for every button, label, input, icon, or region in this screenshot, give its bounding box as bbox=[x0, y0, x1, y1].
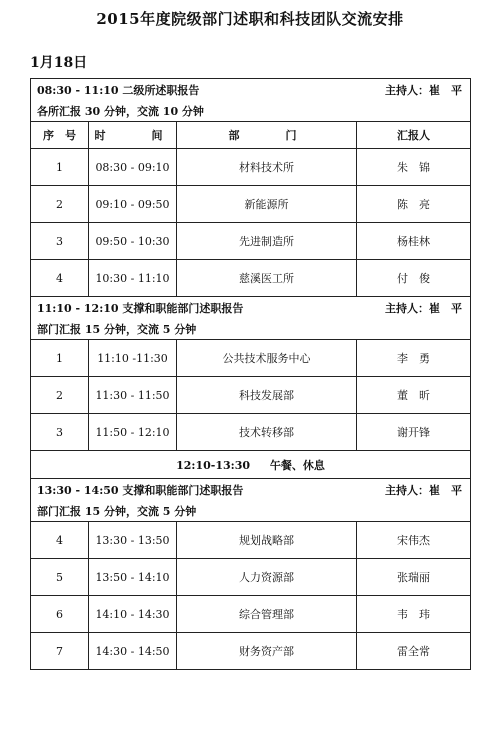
table-row bbox=[31, 633, 471, 670]
row-no: 3 bbox=[31, 414, 89, 451]
row-reporter: 付 俊 bbox=[357, 260, 471, 297]
lunch-label: 午餐、休息 bbox=[269, 458, 325, 472]
table-row bbox=[31, 186, 471, 223]
table-header-row bbox=[31, 122, 471, 149]
table-row bbox=[31, 340, 471, 377]
row-time: 11:50 - 12:10 bbox=[89, 414, 177, 451]
session-note: 部门汇报 15 分钟，交流 5 分钟 bbox=[37, 504, 197, 518]
row-time: 08:30 - 09:10 bbox=[89, 149, 177, 186]
row-time: 14:30 - 14:50 bbox=[89, 633, 177, 670]
row-no: 2 bbox=[31, 186, 89, 223]
header-dept: 部 门 bbox=[177, 122, 357, 149]
row-time: 14:10 - 14:30 bbox=[89, 596, 177, 633]
row-dept: 科技发展部 bbox=[177, 377, 357, 414]
table-row bbox=[31, 149, 471, 186]
row-no: 6 bbox=[31, 596, 89, 633]
row-reporter: 张瑞丽 bbox=[357, 559, 471, 596]
session-note: 各所汇报 30 分钟，交流 10 分钟 bbox=[37, 104, 204, 118]
row-no: 4 bbox=[31, 522, 89, 559]
header-time: 时 间 bbox=[89, 122, 177, 149]
row-no: 5 bbox=[31, 559, 89, 596]
session-header bbox=[31, 79, 471, 101]
row-reporter: 董 昕 bbox=[357, 377, 471, 414]
lunch-row bbox=[31, 451, 471, 479]
row-time: 11:10 -11:30 bbox=[89, 340, 177, 377]
schedule-table bbox=[30, 78, 471, 670]
row-reporter: 李 勇 bbox=[357, 340, 471, 377]
table-row bbox=[31, 377, 471, 414]
session-heading: 13:30 - 14:50 支撑和职能部门述职报告 bbox=[37, 483, 244, 497]
row-time: 09:50 - 10:30 bbox=[89, 223, 177, 260]
row-dept: 人力资源部 bbox=[177, 559, 357, 596]
session-host: 主持人：崔 平 bbox=[385, 301, 463, 315]
row-reporter: 杨桂林 bbox=[357, 223, 471, 260]
row-dept: 综合管理部 bbox=[177, 596, 357, 633]
session-header bbox=[31, 479, 471, 501]
schedule-date: 1月18日 bbox=[30, 55, 88, 71]
row-reporter: 宋伟杰 bbox=[357, 522, 471, 559]
session-heading: 11:10 - 12:10 支撑和职能部门述职报告 bbox=[37, 301, 244, 315]
row-no: 1 bbox=[31, 340, 89, 377]
row-time: 13:50 - 14:10 bbox=[89, 559, 177, 596]
table-row bbox=[31, 596, 471, 633]
document-title: 2015年度院级部门述职和科技团队交流安排 bbox=[96, 10, 404, 28]
row-time: 10:30 - 11:10 bbox=[89, 260, 177, 297]
lunch-time: 12:10-13:30 bbox=[176, 458, 251, 472]
row-dept: 材料技术所 bbox=[177, 149, 357, 186]
table-row bbox=[31, 559, 471, 596]
row-reporter: 韦 玮 bbox=[357, 596, 471, 633]
session-heading: 08:30 - 11:10 二级所述职报告 bbox=[37, 83, 200, 97]
session-note-row bbox=[31, 100, 471, 122]
row-reporter: 雷全常 bbox=[357, 633, 471, 670]
row-time: 13:30 - 13:50 bbox=[89, 522, 177, 559]
session-host: 主持人：崔 平 bbox=[385, 483, 463, 497]
row-time: 11:30 - 11:50 bbox=[89, 377, 177, 414]
row-no: 4 bbox=[31, 260, 89, 297]
row-dept: 规划战略部 bbox=[177, 522, 357, 559]
row-reporter: 陈 亮 bbox=[357, 186, 471, 223]
row-reporter: 朱 锦 bbox=[357, 149, 471, 186]
header-no: 序 号 bbox=[31, 122, 89, 149]
row-dept: 财务资产部 bbox=[177, 633, 357, 670]
table-row bbox=[31, 414, 471, 451]
session-note-row bbox=[31, 500, 471, 522]
table-row bbox=[31, 223, 471, 260]
session-note: 部门汇报 15 分钟，交流 5 分钟 bbox=[37, 322, 197, 336]
session-note-row bbox=[31, 318, 471, 340]
session-header bbox=[31, 297, 471, 319]
row-dept: 技术转移部 bbox=[177, 414, 357, 451]
row-dept: 公共技术服务中心 bbox=[177, 340, 357, 377]
row-dept: 先进制造所 bbox=[177, 223, 357, 260]
row-dept: 新能源所 bbox=[177, 186, 357, 223]
row-no: 1 bbox=[31, 149, 89, 186]
row-no: 2 bbox=[31, 377, 89, 414]
session-host: 主持人：崔 平 bbox=[385, 83, 463, 97]
row-time: 09:10 - 09:50 bbox=[89, 186, 177, 223]
row-no: 3 bbox=[31, 223, 89, 260]
row-dept: 慈溪医工所 bbox=[177, 260, 357, 297]
row-no: 7 bbox=[31, 633, 89, 670]
row-reporter: 谢开锋 bbox=[357, 414, 471, 451]
table-row bbox=[31, 522, 471, 559]
table-row bbox=[31, 260, 471, 297]
header-reporter: 汇报人 bbox=[357, 122, 471, 149]
